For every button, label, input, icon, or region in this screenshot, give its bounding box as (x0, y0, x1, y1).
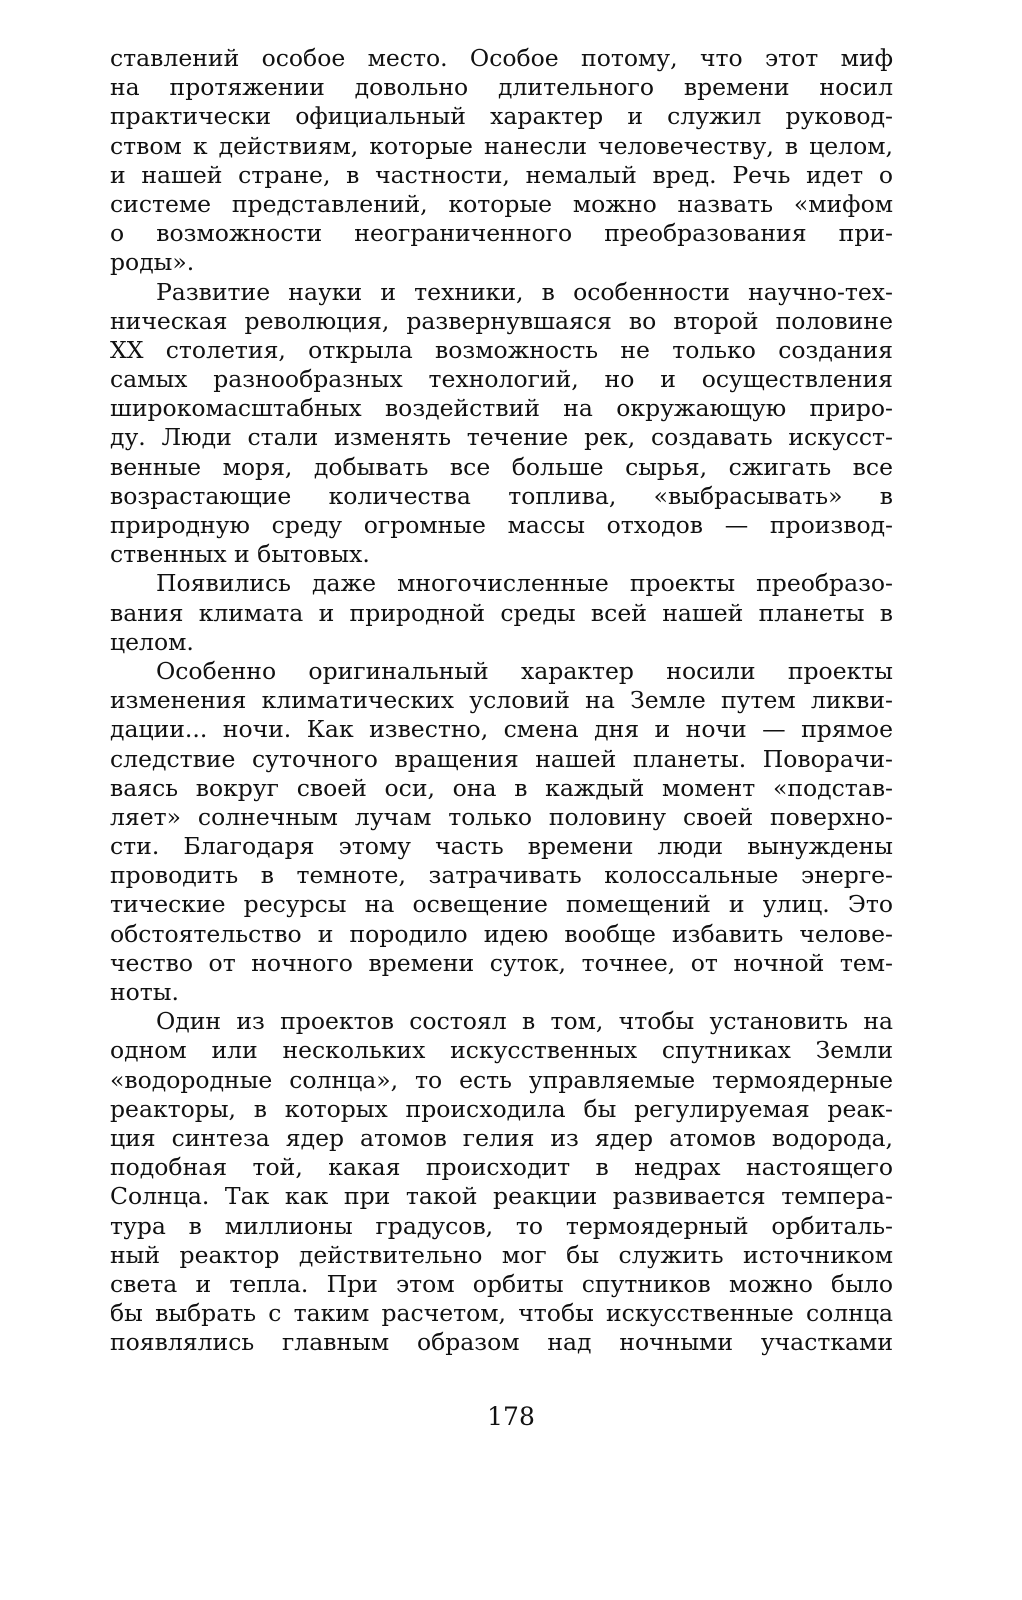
text-line: реакторы, в которых происходила бы регулируемая реак- (110, 1094, 893, 1123)
text-line: одном или нескольких искусственных спутниках Земли (110, 1036, 893, 1065)
text-line: подобная той, какая происходит в недрах настоящего (110, 1153, 893, 1182)
text-line: обстоятельство и породило идею вообще избавить челове- (110, 919, 893, 948)
text-line: Развитие науки и техники, в особенности научно-тех- (156, 277, 893, 306)
text-line: ный реактор действительно мог бы служить источником (110, 1240, 893, 1269)
text-line: Появились даже многочисленные проекты преобразо- (156, 569, 893, 598)
text-line: широкомасштабных воздействий на окружающую приро- (110, 394, 893, 423)
text-line: самых разнообразных технологий, но и осуществления (110, 365, 893, 394)
text-line: тические ресурсы на освещение помещений и улиц. Это (110, 890, 893, 919)
text-line: следствие суточного вращения нашей планеты. Поворачи- (110, 744, 893, 773)
text-line: ноты. (110, 978, 179, 1006)
text-line: изменения климатических условий на Земле путем ликви- (110, 686, 893, 715)
text-line: вания климата и природной среды всей нашей планеты в (110, 598, 893, 627)
text-line: ственных и бытовых. (110, 540, 370, 569)
text-line: света и тепла. При этом орбиты спутников можно было (110, 1269, 893, 1298)
page-text-body (110, 44, 893, 1357)
text-line: на протяжении довольно длительного времени носил (110, 73, 893, 102)
text-line: бы выбрать с таким расчетом, чтобы искусственные солнца (110, 1299, 893, 1328)
text-line: чество от ночного времени суток, точнее, от ночной тем- (110, 948, 893, 977)
text-line: природную среду огромные массы отходов — производ- (110, 511, 893, 539)
text-line: проводить в темноте, затрачивать колоссальные энерге- (110, 861, 893, 890)
text-line: роды». (110, 248, 195, 277)
text-line: ставлений особое место. Особое потому, что этот миф (110, 44, 893, 72)
text-line: Особенно оригинальный характер носили проекты (156, 656, 893, 685)
text-line: сти. Благодаря этому часть времени люди вынуждены (110, 832, 893, 861)
text-line: ду. Люди стали изменять течение рек, создавать искусст- (110, 423, 893, 452)
text-line: ция синтеза ядер атомов гелия из ядер атомов водорода, (110, 1123, 893, 1152)
text-line: о возможности неограниченного преобразования при- (110, 219, 893, 248)
text-line: системе представлений, которые можно назвать «мифом (110, 189, 893, 218)
text-line: ляет» солнечным лучам только половину своей поверхно- (110, 802, 893, 831)
text-line: Один из проектов состоял в том, чтобы установить на (156, 1007, 893, 1036)
text-line: целом. (110, 627, 194, 656)
text-line: Солнца. Так как при такой реакции развивается темпера- (110, 1182, 893, 1211)
page-number: 178 (487, 1402, 535, 1431)
text-line: «водородные солнца», то есть управляемые термоядерные (110, 1065, 893, 1094)
text-line: ваясь вокруг своей оси, она в каждый момент «подстав- (110, 773, 893, 802)
text-line: XX столетия, открыла возможность не только создания (110, 335, 893, 364)
text-line: и нашей стране, в частности, немалый вред. Речь идет о (110, 160, 893, 189)
text-line: ством к действиям, которые нанесли человечеству, в целом, (110, 131, 893, 160)
text-line: венные моря, добывать все больше сырья, сжигать все (110, 452, 893, 481)
text-line: тура в миллионы градусов, то термоядерный орбиталь- (110, 1211, 893, 1240)
text-line: ническая революция, развернувшаяся во второй половине (110, 306, 893, 335)
text-line: возрастающие количества топлива, «выбрасывать» в (110, 481, 893, 510)
text-line: появлялись главным образом над ночными участками (110, 1328, 893, 1357)
text-line: дации... ночи. Как известно, смена дня и ночи — прямое (110, 715, 893, 744)
text-line: практически официальный характер и служил руковод- (110, 102, 893, 131)
